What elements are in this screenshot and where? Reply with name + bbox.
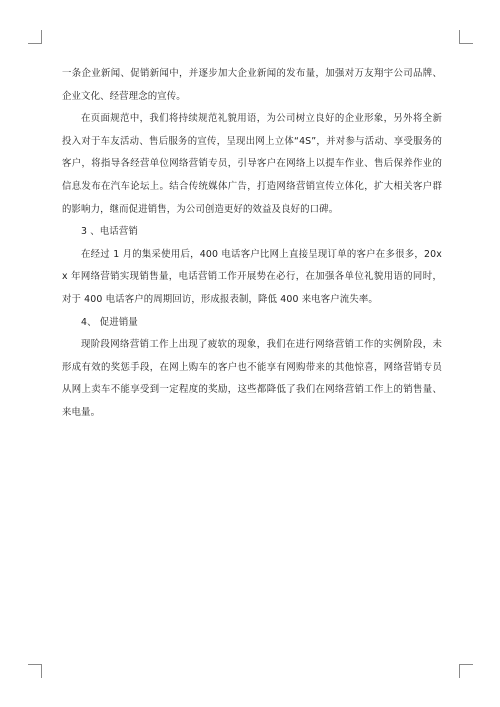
crop-mark-bottom-left: [28, 664, 42, 678]
crop-mark-bottom-right: [459, 664, 473, 678]
paragraph-promote-sales: 现阶段网络营销工作上出现了疲软的现象，我们在进行网络营销工作的实例阶段，未形成有效的奖惩手段，在网上购车的客户也不能享有网购带来的其他惊喜，网络营销专员从网上卖车不能享受到一定程度的奖励，这些都降低了我们在网络营销工作上的销售量、来电量。: [62, 339, 442, 418]
section-heading-phone-marketing: 3 、电话营销: [81, 226, 138, 238]
paragraph-page-standards: 在页面规范中，我们将持续规范礼貌用语，为公司树立良好的企业形象，另外将全新投入对于车友活动、售后服务的宣传，呈现出网上立体“4S”，并对参与活动、享受服务的客户，将指导各经营单位网络营销专员，引导客户在网络上以提车作业、售后保养作业的信息发布在汽车论坛上。结合传统媒体广告，打造网络营销宣传立体化，扩大相关客户群的影响力，继而促进销售，为公司创造更好的效益及良好的口碑。: [62, 113, 442, 215]
crop-mark-top-right: [459, 30, 473, 44]
paragraph-phone-marketing: 在经过 1 月的集采使用后，400 电话客户比网上直接呈现订单的客户在多很多，20xx 年网络营销实现销售量，电话营销工作开展势在必行，在加强各单位礼貌用语的同时，对于 400 电话客户的周期回访，形成报表制，降低 400 来电客户流失率。: [62, 248, 442, 305]
document-body: [62, 63, 442, 425]
section-heading-promote-sales: 4、 促进销量: [81, 316, 138, 328]
paragraph-news-publicity: 一条企业新闻、促销新闻中，并逐步加大企业新闻的发布量，加强对万友翔宇公司品牌、企业文化、经营理念的宣传。: [62, 68, 442, 102]
crop-mark-top-left: [28, 30, 42, 44]
